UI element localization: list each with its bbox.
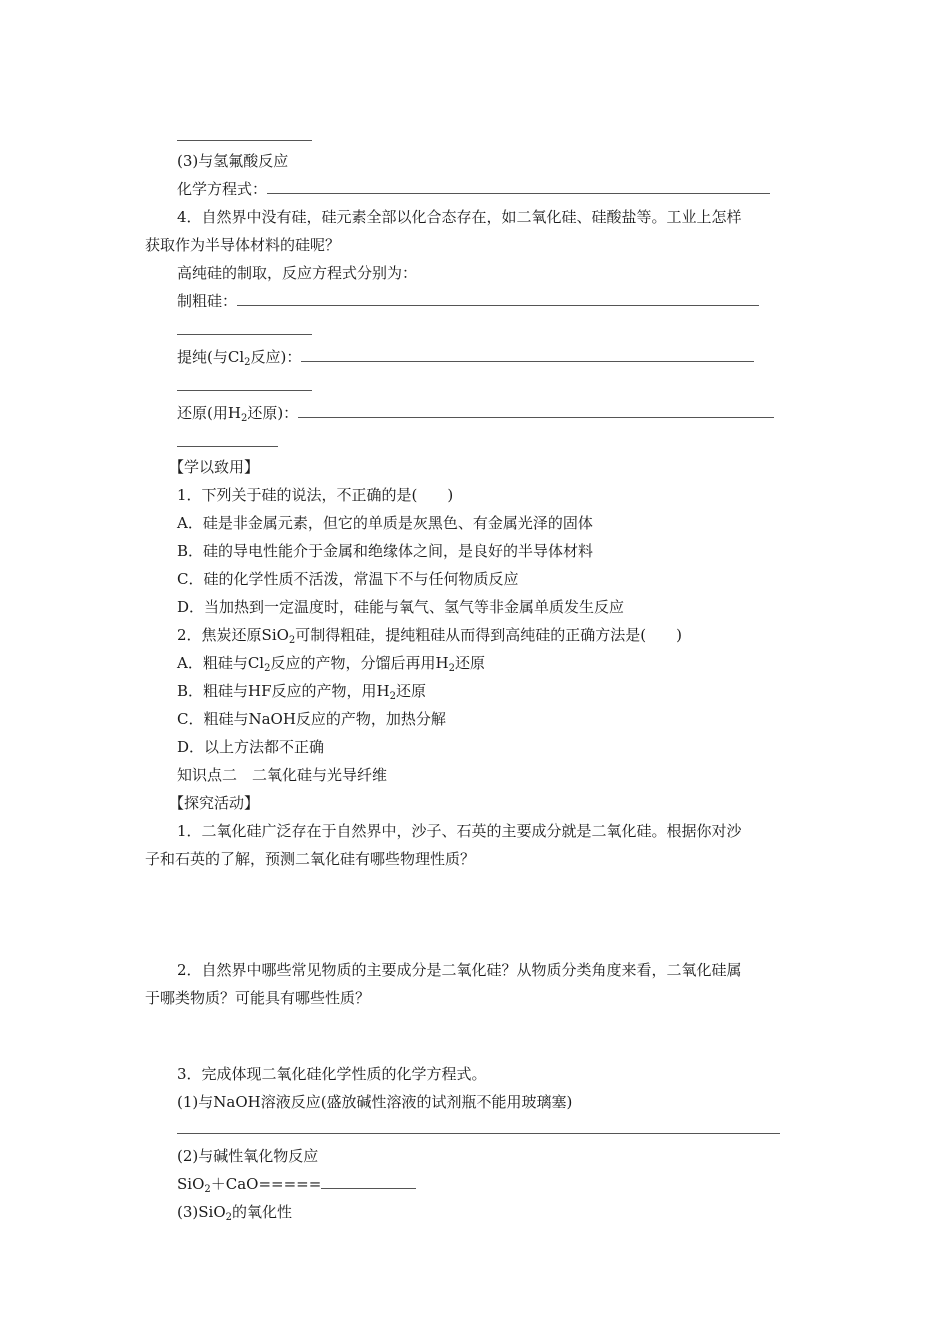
answer-line[interactable] (267, 179, 770, 194)
option-a[interactable]: A．粗硅与$Cl_2$反应的产物，分馏后再用$H_2$还原 (177, 654, 485, 674)
prompt-label: 化学方程式： (177, 180, 268, 198)
subsection-title: (2)与碱性氧化物反应 (177, 1147, 319, 1165)
question-text: 2．自然界中哪些常见物质的主要成分是二氧化硅？从物质分类角度来看，二氧化硅属 (177, 961, 742, 979)
section-title: 知识点二 二氧化硅与光导纤维 (177, 766, 388, 784)
option-d[interactable]: D．当加热到一定温度时，硅能与氧气、氢气等非金属单质发生反应 (177, 598, 625, 616)
answer-line (177, 140, 312, 141)
answer-line[interactable] (298, 403, 774, 418)
question-text: 于哪类物质？可能具有哪些性质？ (145, 989, 371, 1007)
subsection-title: (3)与氢氟酸反应 (177, 152, 289, 170)
answer-line (177, 390, 312, 391)
equation-text: SiO$_2$＋CaO===== (177, 1175, 322, 1195)
option-b[interactable]: B．硅的导电性能介于金属和绝缘体之间，是良好的半导体材料 (177, 542, 594, 560)
prompt-label: 还原(用$H_2$还原)： (177, 404, 299, 424)
equation-prompt (177, 178, 770, 200)
prompt-label: 提纯(与$Cl_2$反应)： (177, 348, 302, 368)
subsection-title: (1)与NaOH溶液反应(盛放碱性溶液的试剂瓶不能用玻璃塞) (177, 1093, 573, 1111)
equation-prompt (177, 402, 774, 427)
section-header: 【探究活动】 (169, 794, 260, 812)
question-text: 1．二氧化硅广泛存在于自然界中，沙子、石英的主要成分就是二氧化硅。根据你对沙 (177, 822, 742, 840)
option-a[interactable]: A．硅是非金属元素，但它的单质是灰黑色、有金属光泽的固体 (177, 514, 593, 532)
option-c[interactable]: C．粗硅与NaOH反应的产物，加热分解 (177, 710, 446, 728)
equation-prompt (177, 1173, 416, 1198)
option-b[interactable]: B．粗硅与HF反应的产物，用$H_2$还原 (177, 682, 426, 702)
question-text: 4．自然界中没有硅，硅元素全部以化合态存在，如二氧化硅、硅酸盐等。工业上怎样 (177, 208, 742, 226)
prompt-label: 制粗硅： (177, 292, 238, 310)
option-c[interactable]: C．硅的化学性质不活泼，常温下不与任何物质反应 (177, 570, 519, 588)
answer-line (177, 446, 278, 447)
equation-prompt (177, 346, 754, 371)
answer-line (177, 334, 312, 335)
question-text: 1．下列关于硅的说法，不正确的是( ) (177, 486, 454, 504)
answer-line (177, 1133, 780, 1134)
answer-line[interactable] (321, 1174, 416, 1189)
equation-prompt (177, 290, 759, 312)
subsection-title: (3)SiO$_2$的氧化性 (177, 1203, 293, 1223)
section-header: 【学以致用】 (169, 458, 260, 476)
answer-line[interactable] (237, 291, 759, 306)
question-text: 3．完成体现二氧化硅化学性质的化学方程式。 (177, 1065, 487, 1083)
question-text: 子和石英的了解，预测二氧化硅有哪些物理性质？ (145, 850, 476, 868)
option-d[interactable]: D．以上方法都不正确 (177, 738, 325, 756)
answer-line[interactable] (301, 347, 754, 362)
paragraph: 高纯硅的制取，反应方程式分别为： (177, 264, 418, 282)
question-text: 2．焦炭还原SiO$_2$可制得粗硅，提纯粗硅从而得到高纯硅的正确方法是( ) (177, 626, 683, 646)
question-text: 获取作为半导体材料的硅呢？ (145, 236, 341, 254)
